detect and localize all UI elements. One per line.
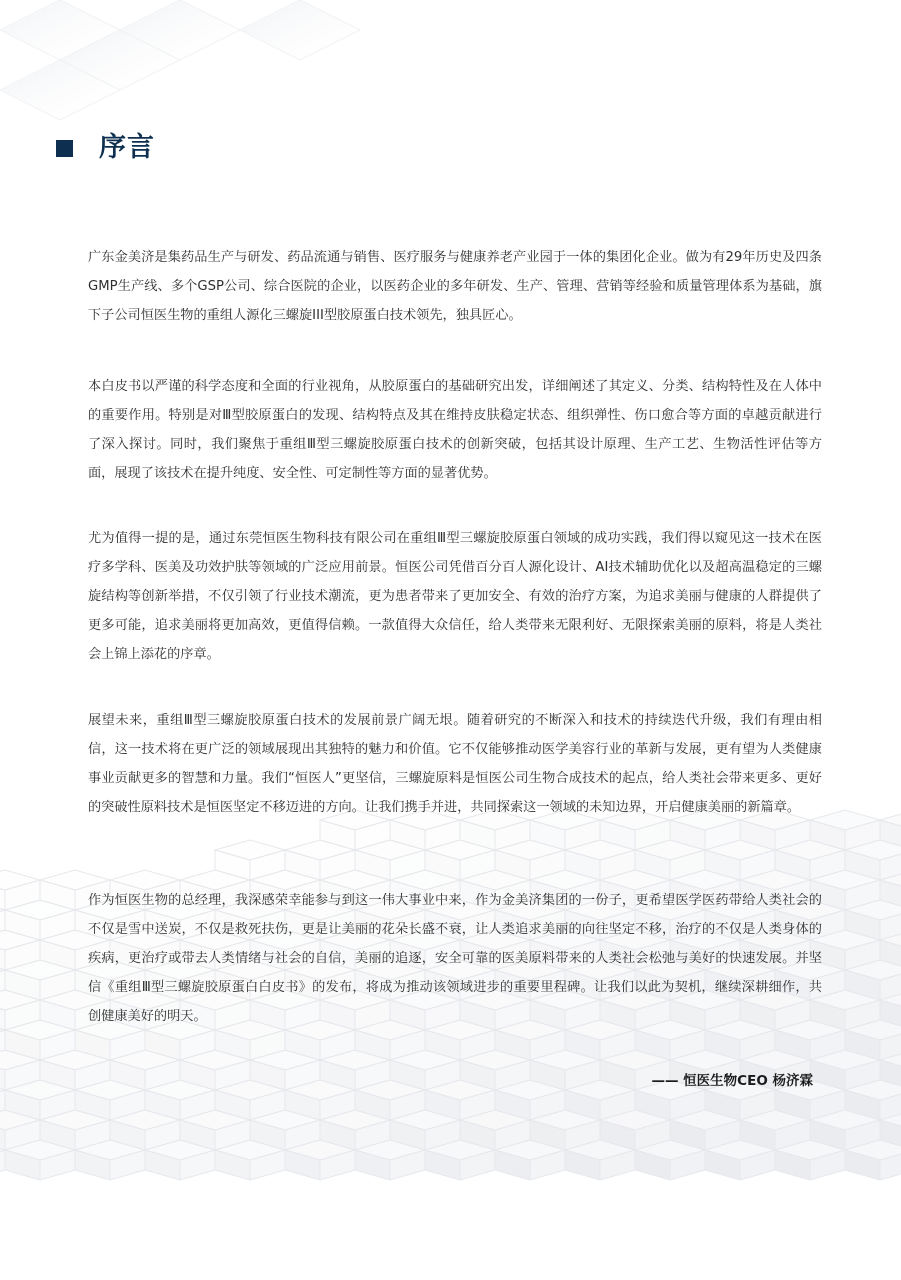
section-heading <box>56 128 155 168</box>
paragraph-practice: 尤为值得一提的是，通过东莞恒医生物科技有限公司在重组Ⅲ型三螺旋胶原蛋白领域的成功实践，我们得以窥见这一技术在医疗多学科、医美及功效护肤等领域的广泛应用前景。恒医公司凭借百分百人源化设计、AI技术辅助优化以及超高温稳定的三螺旋结构等创新举措，不仅引领了行业技术潮流，更为患者带来了更加安全、有效的治疗方案，为追求美丽与健康的人群提供了更多可能，追求美丽将更加高效，更值得信赖。一款值得大众信任，给人类带来无限利好、无限探索美丽的原料，将是人类社会上锦上添花的序章。 <box>88 531 822 662</box>
paragraph-whitepaper-scope: 本白皮书以严谨的科学态度和全面的行业视角，从胶原蛋白的基础研究出发，详细阐述了其定义、分类、结构特性及在人体中的重要作用。特别是对Ⅲ型胶原蛋白的发现、结构特点及其在维持皮肤稳定状态、组织弹性、伤口愈合等方面的卓越贡献进行了深入探讨。同时，我们聚焦于重组Ⅲ型三螺旋胶原蛋白技术的创新突破，包括其设计原理、生产工艺、生物活性评估等方面，展现了该技术在提升纯度、安全性、可定制性等方面的显著优势。 <box>88 379 822 481</box>
paragraph-company-intro: 广东金美济是集药品生产与研发、药品流通与销售、医疗服务与健康养老产业园于一体的集团化企业。做为有29年历史及四条GMP生产线、多个GSP公司、综合医院的企业，以医药企业的多年研发、生产、管理、营销等经验和质量管理体系为基础，旗下子公司恒医生物的重组人源化三螺旋III型胶原蛋白技术领先，独具匠心。 <box>88 250 822 323</box>
signature: —— 恒医生物CEO 杨济霖 <box>651 1073 813 1089</box>
paragraph-ceo-statement: 作为恒医生物的总经理，我深感荣幸能参与到这一伟大事业中来，作为金美济集团的一份子，更希望医学医药带给人类社会的不仅是雪中送炭，不仅是救死扶伤，更是让美丽的花朵长盛不衰，让人类追求美丽的向往坚定不移，治疗的不仅是人类身体的疾病，更治疗或带去人类情绪与社会的自信，美丽的追逐，安全可靠的医美原料带来的人类社会松弛与美好的快速发展。并坚信《重组Ⅲ型三螺旋胶原蛋白白皮书》的发布，将成为推动该领域进步的重要里程碑。让我们以此为契机，继续深耕细作，共创健康美好的明天。 <box>88 893 822 1024</box>
page-title: 序言 <box>99 132 155 163</box>
paragraph-outlook: 展望未来，重组Ⅲ型三螺旋胶原蛋白技术的发展前景广阔无垠。随着研究的不断深入和技术的持续迭代升级，我们有理由相信，这一技术将在更广泛的领域展现出其独特的魅力和价值。它不仅能够推动医学美容行业的革新与发展，更有望为人类健康事业贡献更多的智慧和力量。我们“恒医人”更坚信，三螺旋原料是恒医公司生物合成技术的起点，给人类社会带来更多、更好的突破性原料技术是恒医坚定不移迈进的方向。让我们携手并进，共同探索这一领域的未知边界，开启健康美丽的新篇章。 <box>88 713 822 815</box>
heading-square-icon <box>56 140 73 157</box>
